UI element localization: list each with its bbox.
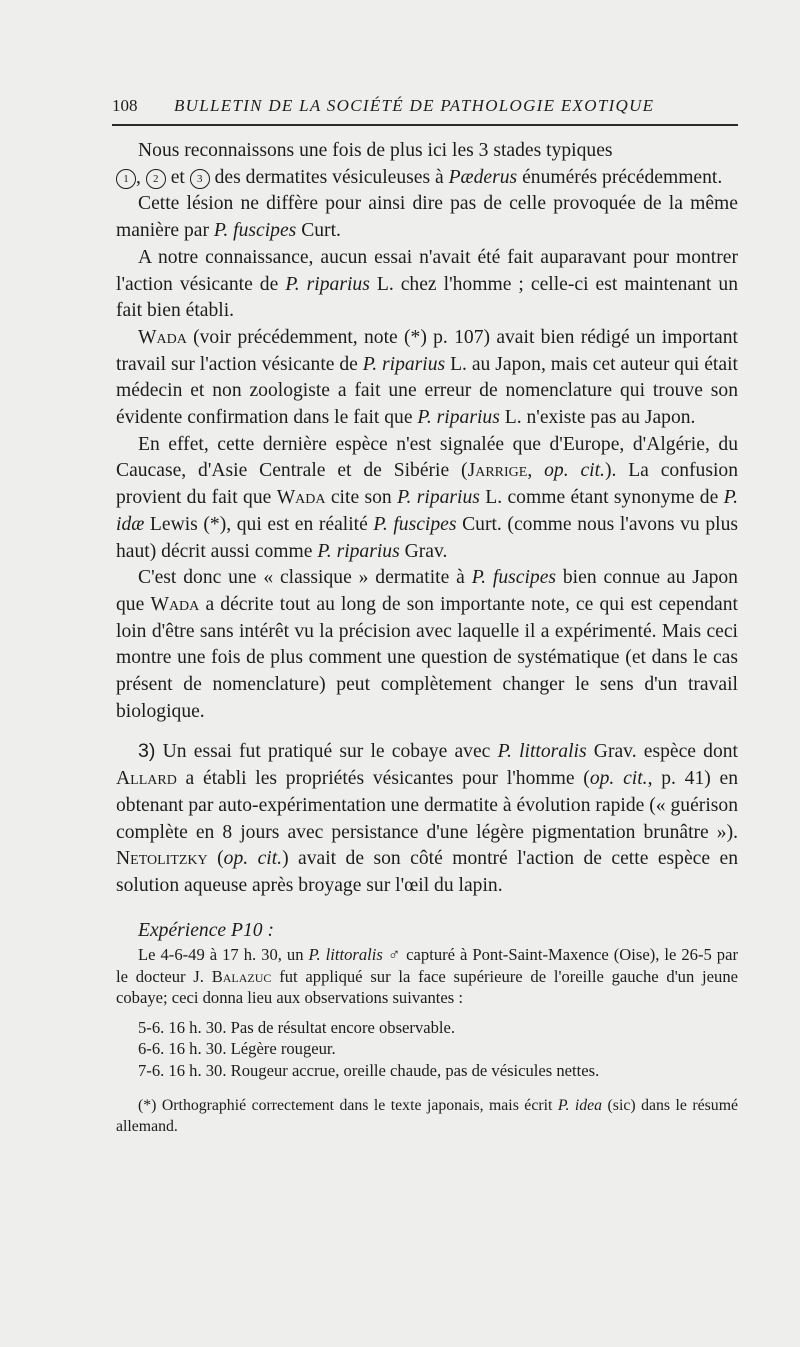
header-rule: [112, 124, 738, 126]
paragraph-knowledge: A notre connaissance, aucun essai n'avait été fait auparavant pour montrer l'action vésicante de P. riparius L. chez l'homme ; celle-ci est maintenant un fait bien établi.: [116, 246, 738, 322]
experiment-title: Expérience P10 :: [138, 919, 274, 941]
running-title: BULLETIN DE LA SOCIÉTÉ DE PATHOLOGIE EXOTIQUE: [174, 96, 655, 115]
paragraph-section-3: 3) Un essai fut pratiqué sur le cobaye avec P. littoralis Grav. espèce dont Allard a établi les propriétés vésicantes pour l'homme (op. cit., p. 41) en obtenant par auto-expérimentation une dermatite à évolution rapide (« guérison complète en 8 jours avec persistance d'une légère pigmentation brunâtre »). Netolitzky (op. cit.) avait de son côté montré l'action de cette espèce en solution aqueuse après broyage sur l'œil du lapin.: [116, 740, 739, 896]
paragraph-distribution: En effet, cette dernière espèce n'est signalée que d'Europe, d'Algérie, du Caucase, d'Asie Centrale et de Sibérie (Jarrige, op. cit.). La confusion provient du fait que Wada cite son P. riparius L. comme étant synonyme de P. idæ Lewis (*), qui est en réalité P. fuscipes Curt. (comme nous l'avons vu plus haut) décrit aussi comme P. riparius Grav.: [116, 433, 739, 562]
observation-1: 5-6. 16 h. 30. Pas de résultat encore observable.: [138, 1017, 456, 1037]
running-header: [112, 94, 738, 118]
article-body: [116, 138, 738, 1137]
page-number: 108: [112, 96, 138, 115]
observation-3: 7-6. 16 h. 30. Rougeur accrue, oreille chaude, pas de vésicules nettes.: [138, 1060, 600, 1080]
male-symbol: ♂: [382, 945, 402, 965]
footnote: (*) Orthographié correctement dans le texte japonais, mais écrit P. idea (sic) dans le résumé allemand.: [116, 1097, 738, 1136]
observation-2: 6-6. 16 h. 30. Légère rougeur.: [138, 1039, 336, 1059]
section-number: 3): [138, 740, 156, 763]
stage-2-marker: 2: [146, 169, 166, 189]
stage-1-marker: 1: [116, 169, 136, 189]
paragraph-lesion: Cette lésion ne diffère pour ainsi dire pas de celle provoquée de la même manière par P. fuscipes Curt.: [116, 193, 738, 242]
paragraph-classic: C'est donc une « classique » dermatite à P. fuscipes bien connue au Japon que Wada a décrite tout au long de son importante note, ce qui est cependant loin d'être sans intérêt vu la précision avec laquelle il a expérimenté. Mais ceci montre une fois de plus comment une question de systématique (et dans le cas présent de nomenclature) peut complètement changer le sens d'un travail biologique.: [116, 567, 738, 722]
paragraph-stages: Nous reconnaissons une fois de plus ici les 3 stades typiques 1 , 2 et 3 des dermatites vésiculeuses à Pæderus énumérés précédemment.: [116, 138, 738, 191]
stage-3-marker: 3: [190, 169, 210, 189]
experiment-block: [116, 944, 738, 1081]
experiment-description: Le 4-6-49 à 17 h. 30, un P. littoralis ♂ capturé à Pont-Saint-Maxence (Oise), le 26-5 par le docteur J. Balazuc fut appliqué sur la face supérieure de l'oreille gauche d'un jeune cobaye; ceci donna lieu aux observations suivantes :: [116, 945, 738, 1008]
paragraph-wada: Wada (voir précédemment, note (*) p. 107) avait bien rédigé un important travail sur l'action vésicante de P. riparius L. au Japon, mais cet auteur qui était médecin et non zoologiste a fait une erreur de nomenclature qui trouve son évidente confirmation dans le fait que P. riparius L. n'existe pas au Japon.: [116, 326, 738, 429]
